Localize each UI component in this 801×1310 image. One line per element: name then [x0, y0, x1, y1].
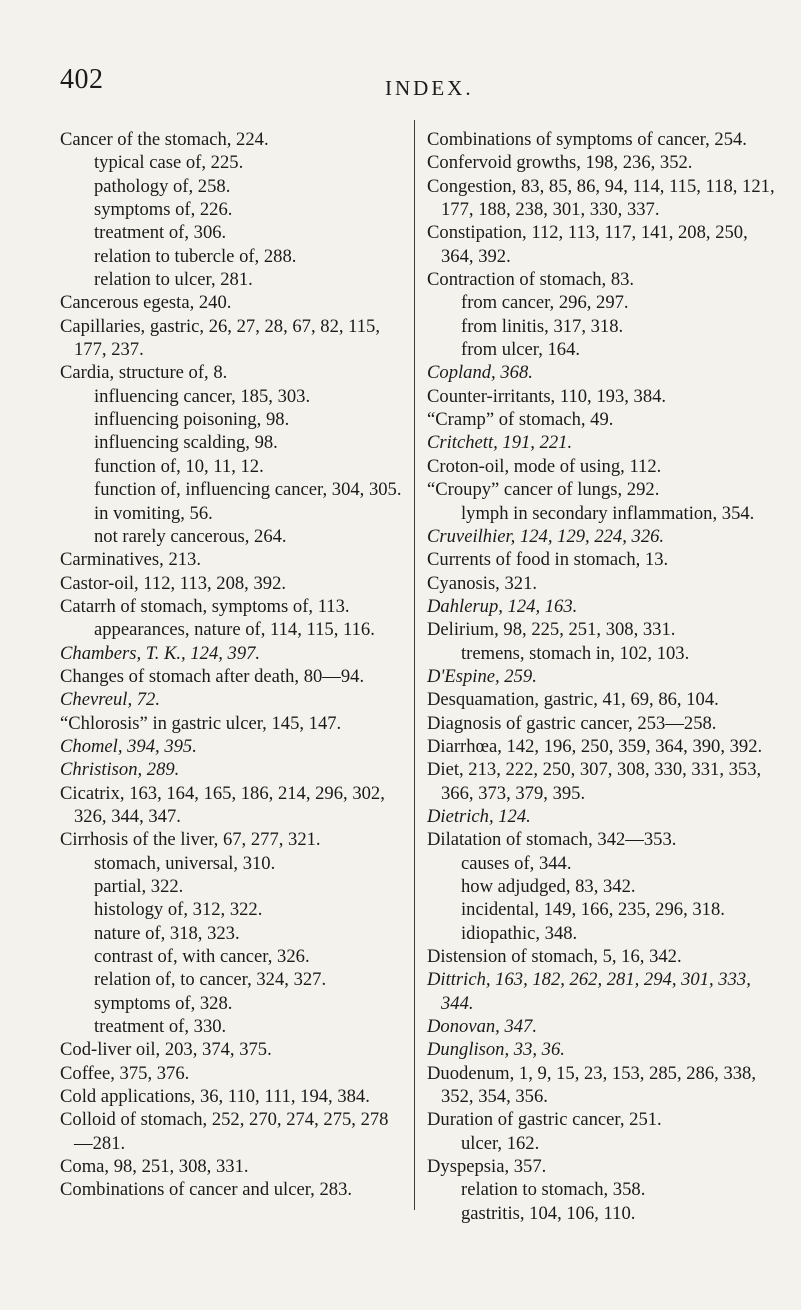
- index-subentry: relation to ulcer, 281.: [94, 269, 253, 291]
- index-subentry: treatment of, 330.: [94, 1016, 227, 1038]
- column-divider: [414, 120, 415, 1210]
- index-entry: Distension of stomach, 5, 16, 342.: [427, 946, 682, 968]
- index-subentry: idiopathic, 348.: [461, 922, 578, 944]
- index-entry: Duration of gastric cancer, 251.: [427, 1109, 662, 1131]
- index-entry: Cyanosis, 321.: [427, 572, 538, 594]
- index-subentry: from cancer, 296, 297.: [461, 292, 629, 314]
- index-entry: Cold applications, 36, 110, 111, 194, 384.: [60, 1086, 370, 1108]
- index-subentry: function of, influencing cancer, 304, 305.: [94, 479, 402, 501]
- index-subentry: typical case of, 225.: [94, 152, 244, 174]
- index-subentry: appearances, nature of, 114, 115, 116.: [94, 619, 375, 641]
- index-subentry: histology of, 312, 322.: [94, 899, 263, 921]
- index-column-left: [60, 128, 406, 1202]
- index-entry: Dyspepsia, 357.: [427, 1156, 547, 1178]
- index-entry: Dahlerup, 124, 163.: [427, 595, 578, 617]
- page-number: 402: [60, 64, 104, 95]
- index-entry: Dilatation of stomach, 342—353.: [427, 829, 677, 851]
- index-entry: Cicatrix, 163, 164, 165, 186, 214, 296, 302, 326, 344, 347.: [60, 782, 385, 827]
- index-entry: Donovan, 347.: [427, 1016, 538, 1038]
- index-entry: Chomel, 394, 395.: [60, 735, 197, 757]
- index-subentry: treatment of, 306.: [94, 222, 227, 244]
- index-entry: Coma, 98, 251, 308, 331.: [60, 1156, 249, 1178]
- index-entry: Constipation, 112, 113, 117, 141, 208, 250, 364, 392.: [427, 222, 748, 267]
- index-entry: Desquamation, gastric, 41, 69, 86, 104.: [427, 689, 719, 711]
- index-entry: “Croupy” cancer of lungs, 292.: [427, 479, 660, 501]
- index-entry: Chevreul, 72.: [60, 689, 161, 711]
- index-subentry: influencing scalding, 98.: [94, 432, 278, 454]
- index-subentry: not rarely cancerous, 264.: [94, 525, 287, 547]
- index-subentry: function of, 10, 11, 12.: [94, 455, 264, 477]
- index-entry: Dunglison, 33, 36.: [427, 1039, 565, 1061]
- index-entry: Cancerous egesta, 240.: [60, 292, 232, 314]
- index-entry: Coffee, 375, 376.: [60, 1062, 190, 1084]
- index-entry: Cirrhosis of the liver, 67, 277, 321.: [60, 829, 321, 851]
- index-entry: Chambers, T. K., 124, 397.: [60, 642, 261, 664]
- index-subentry: from linitis, 317, 318.: [461, 315, 624, 337]
- index-subentry: nature of, 318, 323.: [94, 922, 240, 944]
- running-head: INDEX.: [385, 76, 474, 100]
- index-entry: Dittrich, 163, 182, 262, 281, 294, 301, 333, 344.: [427, 969, 751, 1014]
- index-entry: Critchett, 191, 221.: [427, 432, 573, 454]
- index-entry: Delirium, 98, 225, 251, 308, 331.: [427, 619, 676, 641]
- index-entry: Cancer of the stomach, 224.: [60, 129, 269, 150]
- index-subentry: from ulcer, 164.: [461, 339, 581, 361]
- index-subentry: influencing cancer, 185, 303.: [94, 385, 311, 407]
- index-subentry: causes of, 344.: [461, 852, 572, 874]
- index-entry: Currents of food in stomach, 13.: [427, 549, 669, 571]
- index-subentry: contrast of, with cancer, 326.: [94, 946, 310, 968]
- index-entry: Croton-oil, mode of using, 112.: [427, 455, 662, 477]
- index-entry: “Cramp” of stomach, 49.: [427, 409, 614, 431]
- index-subentry: tremens, stomach in, 102, 103.: [461, 642, 690, 664]
- index-entry: Catarrh of stomach, symptoms of, 113.: [60, 595, 350, 617]
- index-entry: Diagnosis of gastric cancer, 253—258.: [427, 712, 717, 734]
- index-subentry: lymph in secondary inflammation, 354.: [461, 502, 755, 524]
- index-entry: Cod-liver oil, 203, 374, 375.: [60, 1039, 272, 1061]
- index-entry: Capillaries, gastric, 26, 27, 28, 67, 82, 115, 177, 237.: [60, 315, 381, 361]
- index-subentry: symptoms of, 226.: [94, 199, 233, 221]
- index-entry: Duodenum, 1, 9, 15, 23, 153, 285, 286, 338, 352, 354, 356.: [427, 1062, 756, 1108]
- index-entry: Congestion, 83, 85, 86, 94, 114, 115, 118, 121, 177, 188, 238, 301, 330, 337.: [427, 175, 775, 221]
- index-entry: Christison, 289.: [60, 759, 180, 781]
- index-subentry: stomach, universal, 310.: [94, 852, 276, 874]
- index-entry: Colloid of stomach, 252, 270, 274, 275, 278—281.: [60, 1109, 389, 1154]
- index-entry: Castor-oil, 112, 113, 208, 392.: [60, 572, 287, 594]
- index-entry: D'Espine, 259.: [427, 665, 537, 687]
- index-subentry: how adjudged, 83, 342.: [461, 876, 636, 897]
- index-entry: “Chlorosis” in gastric ulcer, 145, 147.: [60, 712, 342, 734]
- index-entry: Combinations of cancer and ulcer, 283.: [60, 1179, 353, 1201]
- index-subentry: ulcer, 162.: [461, 1132, 540, 1154]
- index-entry: Diet, 213, 222, 250, 307, 308, 330, 331, 353, 366, 373, 379, 395.: [427, 759, 762, 804]
- index-entry: Confervoid growths, 198, 236, 352.: [427, 152, 693, 174]
- index-subentry: incidental, 149, 166, 235, 296, 318.: [461, 899, 725, 921]
- index-entry: Cruveilhier, 124, 129, 224, 326.: [427, 525, 665, 547]
- index-subentry: pathology of, 258.: [94, 175, 231, 197]
- index-entry: Combinations of symptoms of cancer, 254.: [427, 129, 747, 150]
- index-subentry: in vomiting, 56.: [94, 502, 213, 524]
- index-subentry: relation of, to cancer, 324, 327.: [94, 969, 327, 991]
- index-entry: Dietrich, 124.: [427, 805, 531, 827]
- index-subentry: partial, 322.: [94, 876, 184, 897]
- index-column-right: [427, 128, 783, 1225]
- index-entry: Counter-irritants, 110, 193, 384.: [427, 385, 667, 407]
- index-entry: Copland, 368.: [427, 362, 533, 384]
- index-subentry: relation to stomach, 358.: [461, 1179, 646, 1201]
- index-subentry: symptoms of, 328.: [94, 992, 233, 1014]
- index-entry: Changes of stomach after death, 80—94.: [60, 665, 365, 687]
- index-entry: Carminatives, 213.: [60, 549, 201, 571]
- index-entry: Contraction of stomach, 83.: [427, 269, 635, 291]
- index-subentry: gastritis, 104, 106, 110.: [461, 1202, 636, 1224]
- index-entry: Cardia, structure of, 8.: [60, 362, 228, 384]
- index-subentry: relation to tubercle of, 288.: [94, 245, 297, 267]
- index-subentry: influencing poisoning, 98.: [94, 409, 290, 431]
- index-entry: Diarrhœa, 142, 196, 250, 359, 364, 390, 392.: [427, 735, 763, 757]
